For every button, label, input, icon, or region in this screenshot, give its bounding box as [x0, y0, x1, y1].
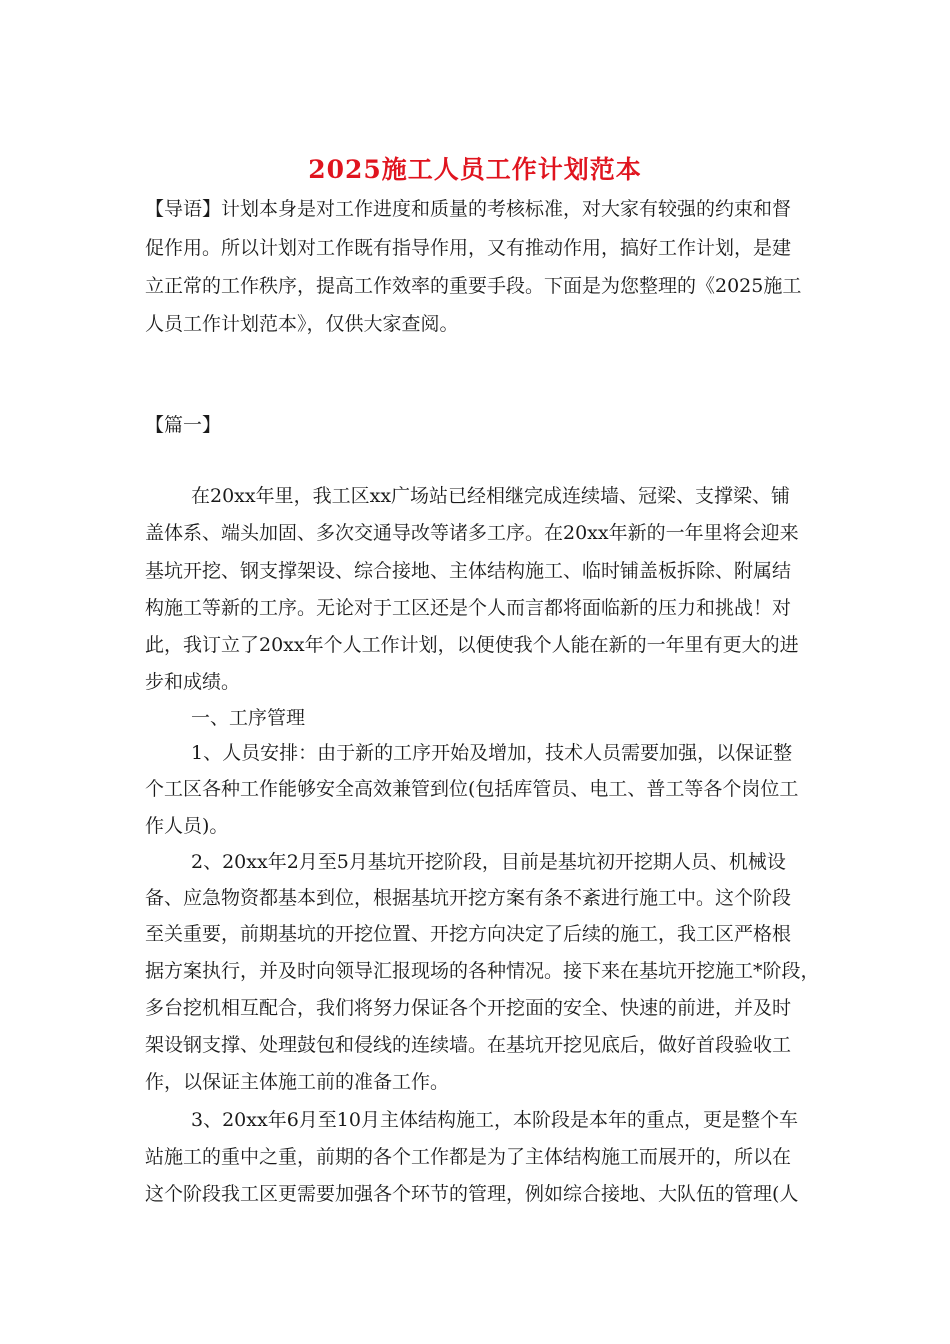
body-line: 构施工等新的工序。无论对于工区还是个人而言都将面临新的压力和挑战！对 — [145, 597, 792, 619]
intro-line: 促作用。所以计划对工作既有指导作用，又有推动作用，搞好工作计划，是建 — [145, 237, 792, 259]
subheading: 一、工序管理 — [191, 707, 306, 729]
body-line: 作人员)。 — [145, 815, 229, 837]
section-label: 【篇一】 — [145, 414, 222, 436]
body-line: 2、20xx年2月至5月基坑开挖阶段，目前是基坑初开挖期人员、机械设 — [191, 851, 786, 873]
body-line: 架设钢支撑、处理鼓包和侵线的连续墙。在基坑开挖见底后，做好首段验收工 — [145, 1034, 792, 1056]
body-line: 作，以保证主体施工前的准备工作。 — [145, 1071, 450, 1093]
intro-line: 立正常的工作秩序，提高工作效率的重要手段。下面是为您整理的《2025施工 — [145, 275, 802, 297]
body-line: 个工区各种工作能够安全高效兼管到位(包括库管员、电工、普工等各个岗位工 — [145, 778, 799, 800]
intro-line: 【导语】计划本身是对工作进度和质量的考核标准，对大家有较强的约束和督 — [145, 198, 792, 220]
intro-line: 人员工作计划范本》，仅供大家查阅。 — [145, 313, 459, 335]
body-line: 在20xx年里，我工区xx广场站已经相继完成连续墙、冠梁、支撑梁、铺 — [191, 485, 791, 507]
document-title: 2025施工人员工作计划范本 — [308, 155, 642, 184]
body-line: 至关重要，前期基坑的开挖位置、开挖方向决定了后续的施工，我工区严格根 — [145, 923, 792, 945]
body-line: 备、应急物资都基本到位，根据基坑开挖方案有条不紊进行施工中。这个阶段 — [145, 887, 792, 909]
body-line: 这个阶段我工区更需要加强各个环节的管理，例如综合接地、大队伍的管理(人 — [145, 1183, 799, 1205]
body-line: 多台挖机相互配合，我们将努力保证各个开挖面的安全、快速的前进，并及时 — [145, 997, 792, 1019]
body-line: 基坑开挖、钢支撑架设、综合接地、主体结构施工、临时铺盖板拆除、附属结 — [145, 560, 792, 582]
body-line: 盖体系、端头加固、多次交通导改等诸多工序。在20xx年新的一年里将会迎来 — [145, 522, 799, 544]
body-line: 3、20xx年6月至10月主体结构施工，本阶段是本年的重点，更是整个车 — [191, 1109, 798, 1131]
body-line: 此，我订立了20xx年个人工作计划，以便使我个人能在新的一年里有更大的进 — [145, 634, 799, 656]
body-line: 步和成绩。 — [145, 671, 241, 693]
body-line: 据方案执行，并及时向领导汇报现场的各种情况。接下来在基坑开挖施工*阶段， — [145, 960, 820, 982]
body-line: 站施工的重中之重，前期的各个工作都是为了主体结构施工而展开的，所以在 — [145, 1146, 792, 1168]
body-line: 1、人员安排：由于新的工序开始及增加，技术人员需要加强，以保证整 — [191, 742, 793, 764]
